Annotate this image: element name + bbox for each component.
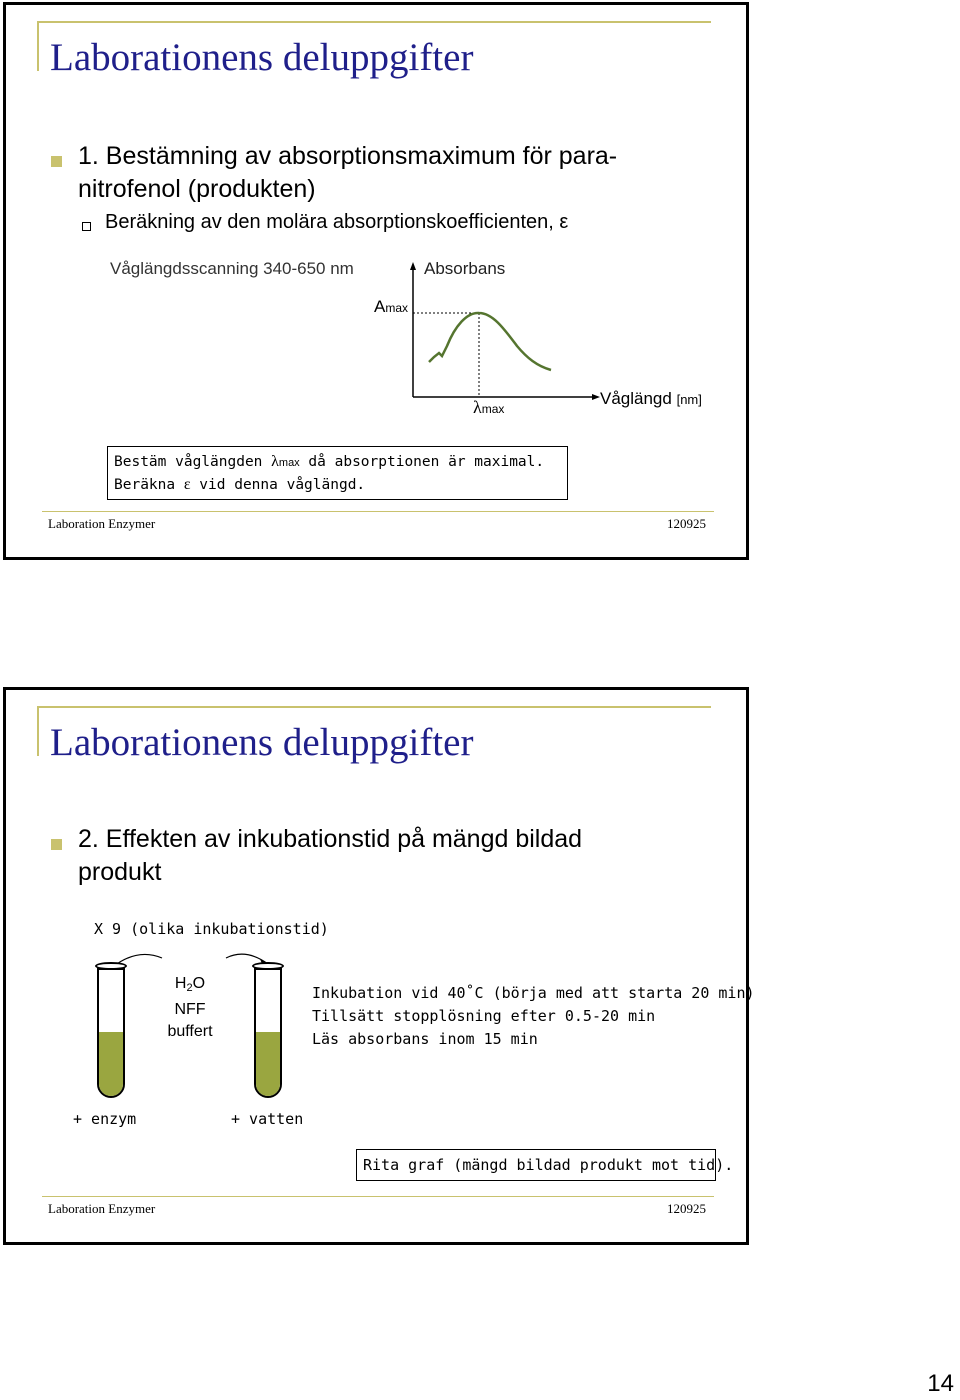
repeat-label: X 9 (olika inkubationstid) — [94, 920, 329, 938]
tube-2-label: + vatten — [231, 1110, 304, 1128]
y-axis-arrow-icon — [410, 262, 416, 270]
y-axis-label: Absorbans — [424, 259, 506, 278]
a-max-subscript: max — [385, 301, 409, 315]
x-axis-label-text: Våglängd — [600, 389, 672, 408]
tube-2-liquid — [256, 1032, 280, 1096]
footer-divider — [42, 1196, 714, 1197]
bullet-line-1: 2. Effekten av inkubationstid på mängd bildad — [78, 825, 583, 853]
instruction-line-2: Beräkna ε vid denna våglängd. — [114, 476, 366, 493]
reagent-list — [160, 973, 220, 1043]
absorption-spectrum-graph — [401, 260, 611, 410]
lambda-symbol: λ — [473, 397, 482, 417]
checkbox-bullet-icon — [82, 222, 91, 231]
x-axis-unit: [nm] — [676, 392, 702, 407]
tube-2 — [254, 968, 282, 1098]
a-max-symbol: A — [374, 297, 386, 316]
instruction-box — [107, 446, 568, 500]
reagent-nff: NFF — [174, 1001, 206, 1018]
footer-left: Laboration Enzymer — [48, 516, 156, 531]
slide-title: Laborationens deluppgifter — [50, 721, 474, 764]
tube-1 — [97, 968, 125, 1098]
footer-right: 120925 — [667, 516, 706, 531]
lambda-subscript: max — [481, 402, 505, 416]
tube-1-liquid — [99, 1032, 123, 1096]
accent-bar-horizontal — [37, 21, 711, 23]
bullet-square-icon — [51, 839, 62, 850]
instruction-line-1: Bestäm våglängden λmax då absorptionen är maximal. — [114, 453, 545, 470]
bullet-line-1: 1. Bestämning av absorptionsmaximum för para- — [78, 142, 618, 170]
procedure-steps — [312, 982, 755, 1051]
x-axis-arrow-icon — [592, 394, 600, 400]
step-incubation: Inkubation vid 40˚C (börja med att starta 20 min) — [312, 984, 755, 1002]
bullet-line-2: nitrofenol (produkten) — [78, 175, 316, 203]
slide-1 — [3, 2, 749, 560]
reagent-buffer: buffert — [167, 1023, 213, 1040]
step-read: Läs absorbans inom 15 min — [312, 1030, 538, 1048]
footer-right: 120925 — [667, 1201, 706, 1216]
graph-instruction-box — [356, 1149, 734, 1181]
bullet-square-icon — [51, 156, 62, 167]
lambda-max-label — [473, 397, 504, 418]
slide-title: Laborationens deluppgifter — [50, 36, 474, 79]
accent-bar-horizontal — [37, 706, 711, 708]
footer-left: Laboration Enzymer — [48, 1201, 156, 1216]
subbullet-text: Beräkning av den molära absorptionskoefficienten, ε — [105, 211, 569, 233]
step-stop: Tillsätt stopplösning efter 0.5-20 min — [312, 1007, 656, 1025]
reagent-water: H2O — [174, 975, 206, 994]
scan-label: Våglängdsscanning 340-650 nm — [110, 259, 354, 278]
lambda-symbol: λ — [271, 453, 279, 470]
bullet-text — [78, 140, 617, 206]
bullet-line-2: produkt — [78, 858, 162, 886]
accent-bar-vertical — [37, 21, 39, 71]
x-axis-label — [600, 389, 702, 409]
footer-divider — [42, 511, 714, 512]
spectrum-curve — [429, 313, 551, 370]
accent-bar-vertical — [37, 706, 39, 756]
tube-1-label: + enzym — [73, 1110, 137, 1128]
page-number: 14 — [927, 1370, 954, 1397]
bullet-text — [78, 823, 582, 889]
slide-2 — [3, 687, 755, 1245]
graph-instruction-text: Rita graf (mängd bildad produkt mot tid). — [363, 1156, 734, 1174]
epsilon-symbol: ε — [183, 476, 191, 493]
